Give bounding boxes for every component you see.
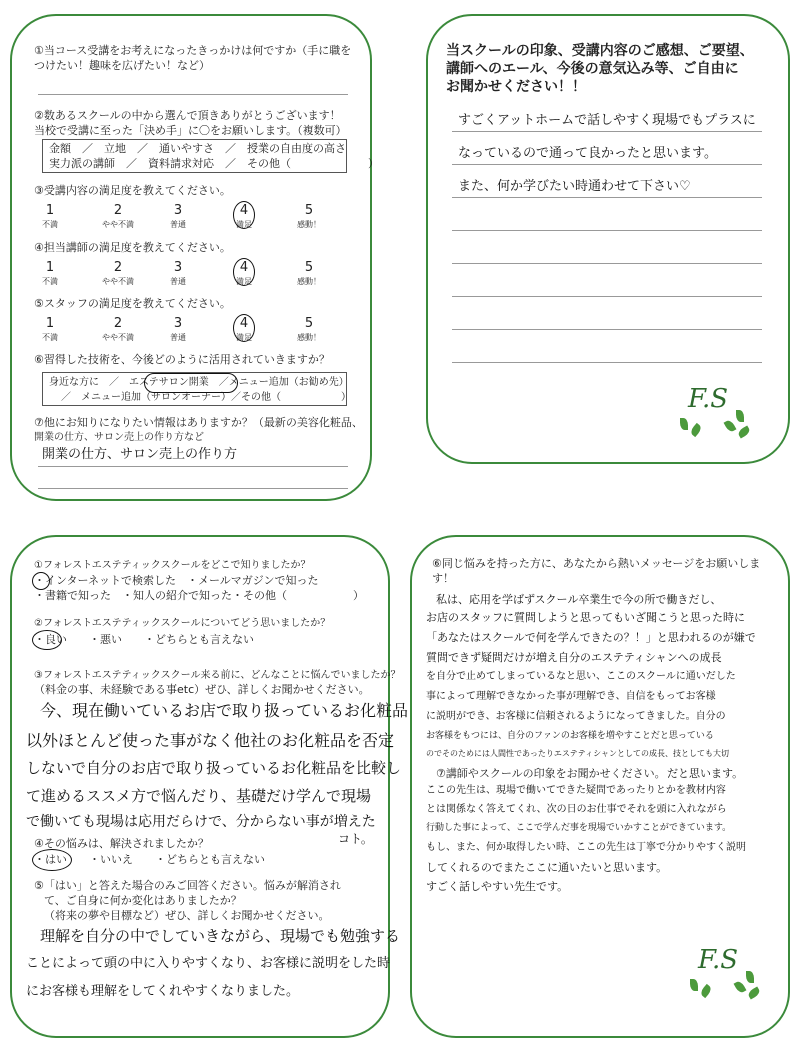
answer-line [452,263,762,264]
handwritten-answer-line: また、何か学びたい時通わせて下さい♡ [458,179,691,194]
selected-oval [144,373,238,393]
q6-options-1[interactable]: 身近な方に ／ エステサロン開業 ／メニュー追加（お勧め先） [49,377,349,388]
selected-circle [32,572,50,590]
answer-line [452,296,762,297]
scale-label-2: やや不満 [102,333,134,342]
comment-heading-1: 当スクールの印象、受講内容のご感想、ご要望、 [446,43,754,59]
handwritten-answer-line: コト。 [338,832,373,846]
scale-label-1: 不満 [42,277,58,286]
selected-circle [32,630,62,650]
q4-options[interactable]: ・はい ・いいえ ・どちらとも言えない [34,853,265,866]
comment-heading-3: お聞かせください！！ [446,79,586,95]
handwritten-answer-line: してくれるのでまたここに通いたいと思います。 [426,861,668,874]
leaf-icon [680,418,688,430]
handwritten-answer-line: お店のスタッフに質問しようと思ってもいざ聞こうと思った時に [426,611,745,624]
q2-label: ②数あるスクールの中から選んで頂きありがとうございます！ [34,109,341,122]
q3-label-2: （料金の事、未経験である事etc）ぜひ、詳しくお聞かせください。 [34,683,370,696]
scale-3[interactable]: 3 [173,316,183,331]
answer-line [452,362,762,363]
handwritten-answer-line: を自分で止めてしまっているなと思い、ここのスクールに通いだした [426,671,736,682]
scale-5[interactable]: 5 [304,203,314,218]
handwritten-answer-line: のでそのためには人間性であったりエステティシャンとしての成長、技としても大切 [426,749,729,758]
handwritten-answer-line: すごく話しやすい先生です。 [426,880,569,893]
handwritten-answer-line: 事によって理解できなかった事が理解でき、自信をもってお客様 [426,691,716,702]
scale-label-4: 満足 [236,333,252,342]
q7-label: ⑦講師やスクールの印象をお聞かせください。 [436,767,666,780]
handwritten-answer-line: しないで自分のお店で取り扱っているお化粧品を比較し [26,759,402,777]
scale-1[interactable]: 1 [45,316,55,331]
handwritten-answer-line: もし、また、何か取得したい時、ここの先生は丁寧で分かりやすく説明 [426,842,746,853]
q1-label-2: つけたい！趣味を広げたい！など） [34,59,210,72]
handwritten-answer-line: 理解を自分の中でしていきながら、現場でも勉強する [40,927,401,945]
q2-options[interactable]: ・良い ・悪い ・どちらとも言えない [34,633,254,646]
q6-label: ⑥同じ悩みを持った方に、あなたから熱いメッセージをお願いしま [432,557,761,570]
q6-label-2: す！ [432,572,454,585]
leaf-icon [737,426,751,439]
answer-line [452,230,762,231]
handwritten-answer-line: にお客様も理解をしてくれやすくなりました。 [26,984,300,999]
leaf-icon [734,980,747,994]
handwritten-answer-inline: だと思います。 [667,767,744,780]
scale-3[interactable]: 3 [173,260,183,275]
answer-line [452,329,762,330]
q1-label: ①当コース受講をお考えになったきっかけは何ですか（手に職を [34,44,352,57]
q2-label: ②フォレストエステティックスクールについてどう思いましたか？ [34,618,331,629]
scale-4[interactable]: 4 [239,260,249,275]
handwritten-answer-line: 「あなたはスクールで何を学んできたの？！」と思われるのが嫌で [426,631,756,644]
scale-label-4: 満足 [236,277,252,286]
answer-line [452,197,762,198]
q5-label: ⑤「はい」と答えた場合のみご回答ください。悩みが解消され [34,879,341,892]
handwritten-answer-line: とは関係なく答えてくれ、次の日のお仕事でそれを頭に入れながら [426,804,727,815]
handwritten-answer-line: 質問できず疑問だけが増え自分のエステティシャンへの成長 [426,651,722,664]
handwritten-answer-line: ことによって頭の中に入りやすくなり、お客様に説明をした時 [26,956,391,971]
scale-label-2: やや不満 [102,220,134,229]
q5-label-2: て、ご自身に何か変化はありましたか？ [44,894,242,907]
selected-circle [233,314,255,342]
handwritten-answer-line: 私は、応用を学ばずスクール卒業生で今の所で働きだし、 [436,593,722,606]
q2-label-2: 当校で受講に至った「決め手」に〇をお願いします。（複数可） [34,124,347,137]
selected-circle [233,201,255,229]
q7-label-2: 開業の仕方、サロン売上の作り方など [34,432,204,443]
scale-2[interactable]: 2 [113,203,123,218]
selected-circle [233,258,255,286]
scale-5[interactable]: 5 [304,260,314,275]
handwritten-answer-line: に説明ができ、お客様に信頼されるようになってきました。自分の [426,711,726,722]
q2-options-box [42,139,379,173]
survey-card-bottom-left [10,535,409,1038]
leaf-icon [746,971,754,983]
handwritten-answer-line: 行動した事によって、ここで学んだ事を現場でいかすことができています。 [426,823,732,833]
scale-1[interactable]: 1 [45,260,55,275]
scale-label-3: 普通 [170,220,186,229]
handwritten-answer-line: ここの先生は、現場で働いてできた疑問であったりとかを教材内容 [426,785,726,796]
scale-5[interactable]: 5 [304,316,314,331]
handwritten-answer-line: なっているので通って良かったと思います。 [458,146,717,161]
handwritten-answer-line: お客様をもつには、自分のファンのお客様を増やすことだと思っている [426,731,714,741]
handwritten-answer-line: て進めるススメ方で悩んだり、基礎だけ学んで現場 [26,787,372,805]
scale-4[interactable]: 4 [239,203,249,218]
q4-label: ④その悩みは、解決されましたか？ [34,837,209,850]
handwritten-answer-line: 以外ほとんど使った事がなく他社のお化粧品を否定 [26,731,395,750]
q3-label: ③受講内容の満足度を教えてください。 [34,184,231,197]
leaf-icon [724,419,737,433]
school-logo [678,376,758,436]
scale-label-1: 不満 [42,333,58,342]
q5-label-3: （将来の夢や目標など）ぜひ、詳しくお聞かせください。 [44,909,330,922]
q6-options-2[interactable]: ／ メニュー追加（サロンオーナー）／その他（ ） [61,392,351,403]
answer-line [452,131,762,132]
scale-label-3: 普通 [170,333,186,342]
answer-line [38,466,348,467]
q7-label: ⑦他にお知りになりたい情報はありますか？（最新の美容化粧品、 [34,416,363,429]
scale-2[interactable]: 2 [113,260,123,275]
comment-card-bottom-right [410,535,790,1038]
scale-3[interactable]: 3 [173,203,183,218]
comment-card-top-right [426,14,790,464]
leaf-icon [689,423,703,437]
scale-2[interactable]: 2 [113,316,123,331]
scale-label-2: やや不満 [102,277,134,286]
q4-label: ④担当講師の満足度を教えてください。 [34,241,231,254]
leaf-icon [690,979,698,991]
q6-label: ⑥習得した技術を、今後どのように活用されていきますか？ [34,353,330,366]
scale-label-5: 感動！ [297,333,321,342]
handwritten-answer-line: で働いても現場は応用だらけで、分からない事が増えた [26,814,376,830]
leaf-icon [747,987,761,1000]
selected-circle [32,849,72,871]
q2-options-2[interactable]: 実力派の講師 ／ 資料請求対応 ／ その他（ ） [49,157,379,170]
survey-card-top-left [10,14,379,501]
q3-label: ③フォレストエステティックスクール来る前に、どんなことに悩んでいましたか？ [34,670,401,681]
scale-label-5: 感動！ [297,277,321,286]
leaf-icon [736,410,744,422]
scale-1[interactable]: 1 [45,203,55,218]
scale-4[interactable]: 4 [239,316,249,331]
school-logo [688,937,768,997]
q1-options-2[interactable]: ・書籍で知った ・知人の紹介で知った・その他（ ） [34,589,364,602]
handwritten-answer-line: 今、現在働いているお店で取り扱っているお化粧品 [40,701,409,720]
q5-label: ⑤スタッフの満足度を教えてください。 [34,297,231,310]
comment-heading-2: 講師へのエール、今後の意気込み等、ご自由に [446,61,739,77]
logo-text: F.S [688,384,729,414]
scale-label-4: 満足 [236,220,252,229]
q7-handwritten-answer: 開業の仕方、サロン売上の作り方 [42,447,238,462]
leaf-icon [699,984,713,998]
scale-label-1: 不満 [42,220,58,229]
answer-line [452,164,762,165]
q1-label: ①フォレストエステティックスクールをどこで知りましたか？ [34,560,311,571]
handwritten-answer-line: すごくアットホームで話しやすく現場でもプラスに [458,113,756,128]
answer-line [38,94,348,95]
q2-options-1[interactable]: 金額 ／ 立地 ／ 通いやすさ ／ 授業の自由度の高さ [49,142,346,155]
q1-options-1[interactable]: ・インターネットで検索した ・メールマガジンで知った [34,574,319,587]
answer-line [38,488,348,489]
logo-text: F.S [698,945,739,975]
scale-label-5: 感動！ [297,220,321,229]
scale-label-3: 普通 [170,277,186,286]
